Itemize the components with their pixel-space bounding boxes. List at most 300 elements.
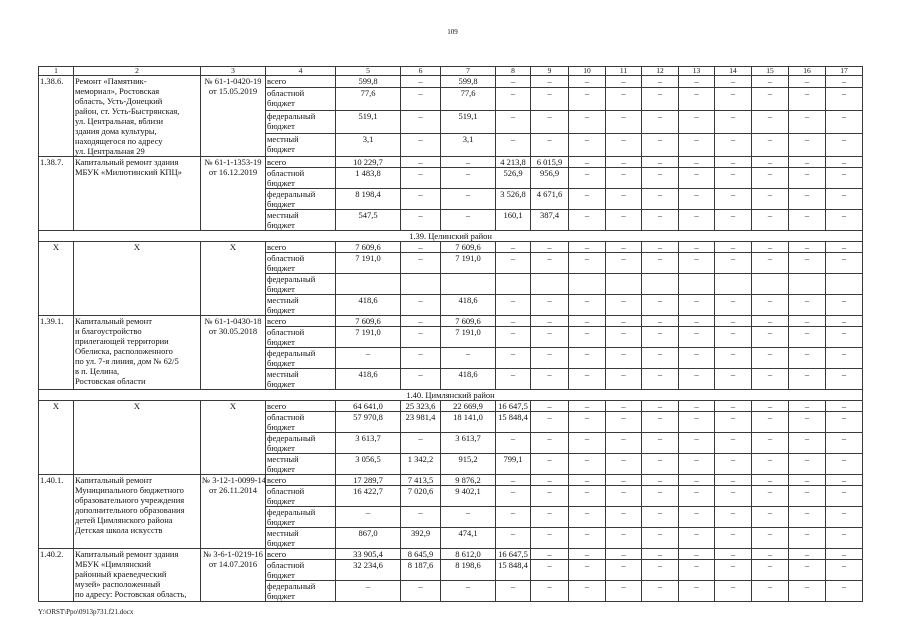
budget-table <box>38 66 863 602</box>
value-cell: – <box>642 401 679 412</box>
value-cell: – <box>826 189 863 210</box>
value-cell: – <box>826 327 863 348</box>
value-cell: – <box>569 295 606 316</box>
value-cell: 7 020,6 <box>401 486 441 507</box>
value-cell: – <box>679 295 715 316</box>
document-reference: № 61-1-0430-18 от 30.05.2018 <box>201 316 266 390</box>
value-cell: – <box>441 348 496 369</box>
value-cell: – <box>789 111 826 134</box>
value-cell: – <box>569 88 606 111</box>
value-cell: – <box>496 242 531 253</box>
item-number: 1.40.2. <box>39 549 74 602</box>
value-cell: – <box>496 369 531 390</box>
value-cell: 6 015,9 <box>531 157 569 168</box>
value-cell: – <box>531 88 569 111</box>
value-cell: – <box>642 507 679 528</box>
value-cell: – <box>789 316 826 327</box>
document-reference: X <box>201 401 266 475</box>
value-cell: – <box>642 549 679 560</box>
value-cell: – <box>642 486 679 507</box>
value-cell: – <box>401 168 441 189</box>
value-cell: 10 229,7 <box>336 157 401 168</box>
value-cell: – <box>789 560 826 581</box>
value-cell: – <box>569 210 606 231</box>
value-cell: – <box>606 549 642 560</box>
value-cell: – <box>401 134 441 157</box>
value-cell: – <box>826 549 863 560</box>
value-cell: – <box>715 253 752 274</box>
column-number: 14 <box>715 67 752 76</box>
column-number: 11 <box>606 67 642 76</box>
value-cell: – <box>531 76 569 88</box>
document-reference: № 61-1-0420-19 от 15.05.2019 <box>201 76 266 157</box>
value-cell: 7 191,0 <box>336 327 401 348</box>
value-cell: – <box>826 111 863 134</box>
value-cell: 547,5 <box>336 210 401 231</box>
value-cell: – <box>531 549 569 560</box>
value-cell: – <box>715 316 752 327</box>
value-cell: 77,6 <box>336 88 401 111</box>
value-cell: – <box>679 507 715 528</box>
column-number: 2 <box>74 67 201 76</box>
value-cell: 64 641,0 <box>336 401 401 412</box>
value-cell: – <box>531 242 569 253</box>
value-cell: – <box>531 253 569 274</box>
value-cell: – <box>679 157 715 168</box>
value-cell: – <box>401 507 441 528</box>
value-cell <box>531 274 569 295</box>
budget-row <box>39 549 863 560</box>
column-number: 16 <box>789 67 826 76</box>
value-cell: 8 187,6 <box>401 560 441 581</box>
value-cell: – <box>441 157 496 168</box>
value-cell: – <box>606 210 642 231</box>
budget-row <box>39 475 863 486</box>
column-number: 15 <box>752 67 789 76</box>
value-cell: 16 647,5 <box>496 549 531 560</box>
value-cell: – <box>496 581 531 602</box>
value-cell: – <box>826 560 863 581</box>
value-cell: – <box>606 412 642 433</box>
value-cell: – <box>715 295 752 316</box>
value-cell: – <box>401 581 441 602</box>
item-number: 1.40.1. <box>39 475 74 549</box>
value-cell: – <box>642 76 679 88</box>
value-cell: – <box>401 348 441 369</box>
value-cell: – <box>679 111 715 134</box>
value-cell: – <box>679 475 715 486</box>
value-cell: – <box>531 581 569 602</box>
funding-source: местный бюджет <box>266 134 336 157</box>
value-cell: – <box>336 581 401 602</box>
budget-row <box>39 157 863 168</box>
value-cell: 16 647,5 <box>496 401 531 412</box>
value-cell: – <box>569 454 606 475</box>
funding-source: всего <box>266 316 336 327</box>
object-name: Капитальный ремонт здания МБУК «Милютинский КПЦ» <box>74 157 201 231</box>
value-cell: – <box>715 486 752 507</box>
value-cell: – <box>679 369 715 390</box>
funding-source: федеральный бюджет <box>266 189 336 210</box>
value-cell: – <box>569 507 606 528</box>
value-cell: 3 056,5 <box>336 454 401 475</box>
column-number: 17 <box>826 67 863 76</box>
value-cell: – <box>642 189 679 210</box>
value-cell: – <box>715 168 752 189</box>
funding-source: местный бюджет <box>266 528 336 549</box>
value-cell: – <box>496 76 531 88</box>
value-cell: – <box>679 581 715 602</box>
value-cell: – <box>679 316 715 327</box>
value-cell: 7 609,6 <box>441 316 496 327</box>
funding-source: местный бюджет <box>266 454 336 475</box>
funding-source: федеральный бюджет <box>266 581 336 602</box>
value-cell: 8 612,0 <box>441 549 496 560</box>
value-cell: – <box>642 88 679 111</box>
value-cell: 1 342,2 <box>401 454 441 475</box>
column-number: 12 <box>642 67 679 76</box>
value-cell: – <box>752 111 789 134</box>
value-cell: – <box>496 348 531 369</box>
value-cell: – <box>642 168 679 189</box>
value-cell: – <box>401 88 441 111</box>
value-cell: – <box>715 475 752 486</box>
value-cell: 16 422,7 <box>336 486 401 507</box>
value-cell: – <box>642 134 679 157</box>
section-header: 1.39. Целинский район <box>39 231 863 242</box>
funding-source: федеральный бюджет <box>266 507 336 528</box>
item-number: X <box>39 242 74 316</box>
value-cell: – <box>789 433 826 454</box>
value-cell: – <box>826 210 863 231</box>
value-cell: – <box>679 486 715 507</box>
value-cell: – <box>606 454 642 475</box>
value-cell: – <box>531 560 569 581</box>
value-cell: 3 613,7 <box>441 433 496 454</box>
value-cell: – <box>715 507 752 528</box>
value-cell: – <box>679 210 715 231</box>
item-number: 1.38.7. <box>39 157 74 231</box>
value-cell: 77,6 <box>441 88 496 111</box>
value-cell: 7 609,6 <box>336 242 401 253</box>
value-cell: 32 234,6 <box>336 560 401 581</box>
value-cell: – <box>679 189 715 210</box>
value-cell: – <box>531 401 569 412</box>
value-cell: – <box>569 111 606 134</box>
value-cell: – <box>496 88 531 111</box>
value-cell: 1 483,8 <box>336 168 401 189</box>
funding-source: всего <box>266 475 336 486</box>
object-name: X <box>74 401 201 475</box>
value-cell: – <box>606 88 642 111</box>
value-cell: – <box>789 507 826 528</box>
value-cell: – <box>679 412 715 433</box>
value-cell: – <box>496 327 531 348</box>
document-reference: № 61-1-1353-19 от 16.12.2019 <box>201 157 266 231</box>
value-cell: – <box>531 327 569 348</box>
value-cell: – <box>679 454 715 475</box>
column-number: 5 <box>336 67 401 76</box>
value-cell: – <box>752 581 789 602</box>
value-cell: – <box>606 401 642 412</box>
value-cell: – <box>441 507 496 528</box>
value-cell: 15 848,4 <box>496 560 531 581</box>
value-cell: – <box>752 412 789 433</box>
value-cell: 392,9 <box>401 528 441 549</box>
value-cell <box>752 274 789 295</box>
value-cell: 18 141,0 <box>441 412 496 433</box>
value-cell: – <box>401 111 441 134</box>
value-cell: – <box>606 327 642 348</box>
value-cell: – <box>336 348 401 369</box>
value-cell: – <box>715 412 752 433</box>
value-cell: – <box>715 88 752 111</box>
column-number-row <box>39 67 863 76</box>
document-reference: X <box>201 242 266 316</box>
funding-source: областной бюджет <box>266 88 336 111</box>
value-cell: – <box>679 327 715 348</box>
document-reference: № 3-6-1-0219-16 от 14.07.2016 <box>201 549 266 602</box>
value-cell: – <box>789 76 826 88</box>
value-cell: 4 213,8 <box>496 157 531 168</box>
value-cell: – <box>642 348 679 369</box>
value-cell: – <box>606 348 642 369</box>
value-cell <box>642 274 679 295</box>
value-cell: – <box>715 210 752 231</box>
value-cell: – <box>569 189 606 210</box>
value-cell: – <box>752 189 789 210</box>
page-number: 109 <box>447 28 458 36</box>
value-cell: 160,1 <box>496 210 531 231</box>
value-cell: – <box>496 528 531 549</box>
value-cell: – <box>752 76 789 88</box>
value-cell: – <box>606 433 642 454</box>
value-cell: – <box>642 210 679 231</box>
value-cell: – <box>441 189 496 210</box>
value-cell: – <box>679 253 715 274</box>
value-cell: – <box>401 76 441 88</box>
value-cell: – <box>531 316 569 327</box>
document-reference: № 3-12-1-0099-14 от 26.11.2014 <box>201 475 266 549</box>
value-cell: – <box>826 88 863 111</box>
value-cell: – <box>401 295 441 316</box>
value-cell: – <box>606 134 642 157</box>
value-cell: – <box>789 528 826 549</box>
value-cell: – <box>531 454 569 475</box>
value-cell: – <box>752 88 789 111</box>
value-cell: – <box>826 433 863 454</box>
value-cell: 474,1 <box>441 528 496 549</box>
value-cell: – <box>496 253 531 274</box>
value-cell: – <box>642 581 679 602</box>
value-cell: – <box>642 475 679 486</box>
item-number: 1.39.1. <box>39 316 74 390</box>
value-cell: – <box>569 560 606 581</box>
value-cell: – <box>826 157 863 168</box>
value-cell: – <box>401 327 441 348</box>
value-cell: – <box>826 401 863 412</box>
value-cell: – <box>679 348 715 369</box>
value-cell: – <box>826 528 863 549</box>
value-cell <box>569 274 606 295</box>
value-cell: – <box>569 401 606 412</box>
value-cell <box>496 274 531 295</box>
value-cell: – <box>789 253 826 274</box>
object-name: Ремонт «Памятник- мемориал», Ростовская область, Усть-Донецкий район, ст. Усть-Быстрянская, ул. Центральная, вблизи здания дома культуры, находящегося по адресу ул. Центральная 29 <box>74 76 201 157</box>
value-cell: – <box>715 76 752 88</box>
value-cell: – <box>679 560 715 581</box>
value-cell: – <box>569 412 606 433</box>
funding-source: областной бюджет <box>266 253 336 274</box>
value-cell: – <box>789 581 826 602</box>
value-cell: 418,6 <box>336 369 401 390</box>
value-cell: – <box>752 401 789 412</box>
value-cell: – <box>496 486 531 507</box>
value-cell: – <box>752 327 789 348</box>
value-cell: 599,8 <box>336 76 401 88</box>
value-cell: – <box>642 295 679 316</box>
value-cell: – <box>642 560 679 581</box>
funding-source: всего <box>266 157 336 168</box>
value-cell: – <box>752 507 789 528</box>
value-cell: – <box>569 369 606 390</box>
value-cell: 7 191,0 <box>336 253 401 274</box>
value-cell: – <box>752 242 789 253</box>
value-cell: 387,4 <box>531 210 569 231</box>
value-cell: – <box>679 88 715 111</box>
value-cell: – <box>606 475 642 486</box>
value-cell <box>606 274 642 295</box>
value-cell: – <box>569 528 606 549</box>
value-cell: – <box>715 134 752 157</box>
value-cell: – <box>752 210 789 231</box>
object-name: X <box>74 242 201 316</box>
value-cell: – <box>679 168 715 189</box>
value-cell: – <box>752 157 789 168</box>
value-cell: – <box>752 134 789 157</box>
value-cell: – <box>715 157 752 168</box>
value-cell: – <box>401 242 441 253</box>
value-cell: – <box>441 581 496 602</box>
value-cell: – <box>606 316 642 327</box>
value-cell: – <box>642 528 679 549</box>
column-number: 6 <box>401 67 441 76</box>
value-cell: – <box>531 528 569 549</box>
value-cell: – <box>679 134 715 157</box>
object-name: Капитальный ремонт здания МБУК «Цимлянский районный краеведческий музей» расположенный по адресу: Ростовская область, <box>74 549 201 602</box>
value-cell: – <box>642 433 679 454</box>
value-cell: 15 848,4 <box>496 412 531 433</box>
value-cell: – <box>752 295 789 316</box>
value-cell: – <box>569 134 606 157</box>
value-cell: – <box>642 111 679 134</box>
column-number: 4 <box>266 67 336 76</box>
value-cell: 3,1 <box>336 134 401 157</box>
value-cell: – <box>715 401 752 412</box>
value-cell: – <box>606 486 642 507</box>
value-cell: – <box>789 327 826 348</box>
column-number: 9 <box>531 67 569 76</box>
funding-source: областной бюджет <box>266 327 336 348</box>
value-cell: – <box>789 369 826 390</box>
value-cell: – <box>789 549 826 560</box>
value-cell: – <box>752 560 789 581</box>
value-cell: – <box>531 348 569 369</box>
value-cell: 799,1 <box>496 454 531 475</box>
value-cell: 7 413,5 <box>401 475 441 486</box>
column-number: 8 <box>496 67 531 76</box>
value-cell: – <box>752 369 789 390</box>
value-cell: – <box>715 549 752 560</box>
value-cell: – <box>496 433 531 454</box>
value-cell: – <box>569 348 606 369</box>
value-cell: 8 198,6 <box>441 560 496 581</box>
value-cell: – <box>826 76 863 88</box>
value-cell: – <box>642 316 679 327</box>
value-cell: – <box>826 134 863 157</box>
section-row <box>39 231 863 242</box>
value-cell: – <box>496 475 531 486</box>
value-cell: – <box>569 475 606 486</box>
value-cell: – <box>531 475 569 486</box>
value-cell: – <box>826 581 863 602</box>
value-cell: 23 981,4 <box>401 412 441 433</box>
value-cell: – <box>531 507 569 528</box>
funding-source: местный бюджет <box>266 295 336 316</box>
value-cell: – <box>789 295 826 316</box>
value-cell <box>336 274 401 295</box>
value-cell: – <box>496 134 531 157</box>
value-cell: – <box>401 316 441 327</box>
column-number: 7 <box>441 67 496 76</box>
funding-source: областной бюджет <box>266 486 336 507</box>
value-cell: – <box>715 560 752 581</box>
value-cell: 33 905,4 <box>336 549 401 560</box>
value-cell: – <box>789 88 826 111</box>
funding-source: областной бюджет <box>266 560 336 581</box>
value-cell: – <box>642 157 679 168</box>
value-cell: – <box>642 412 679 433</box>
value-cell: – <box>679 76 715 88</box>
value-cell: 7 609,6 <box>441 242 496 253</box>
value-cell: – <box>826 316 863 327</box>
value-cell: – <box>496 507 531 528</box>
budget-row <box>39 401 863 412</box>
funding-source: федеральный бюджет <box>266 111 336 134</box>
value-cell: – <box>642 454 679 475</box>
value-cell: – <box>826 475 863 486</box>
value-cell: – <box>789 168 826 189</box>
value-cell: 3 613,7 <box>336 433 401 454</box>
value-cell: – <box>569 486 606 507</box>
value-cell: – <box>715 433 752 454</box>
value-cell: 9 402,1 <box>441 486 496 507</box>
value-cell: – <box>606 581 642 602</box>
value-cell: – <box>715 454 752 475</box>
value-cell: – <box>826 507 863 528</box>
value-cell: – <box>715 348 752 369</box>
value-cell: – <box>606 157 642 168</box>
value-cell: 22 669,9 <box>441 401 496 412</box>
value-cell: – <box>752 348 789 369</box>
budget-row <box>39 242 863 253</box>
column-number: 1 <box>39 67 74 76</box>
value-cell <box>441 274 496 295</box>
value-cell: 915,2 <box>441 454 496 475</box>
value-cell: – <box>752 454 789 475</box>
value-cell: 7 609,6 <box>336 316 401 327</box>
value-cell: – <box>401 253 441 274</box>
